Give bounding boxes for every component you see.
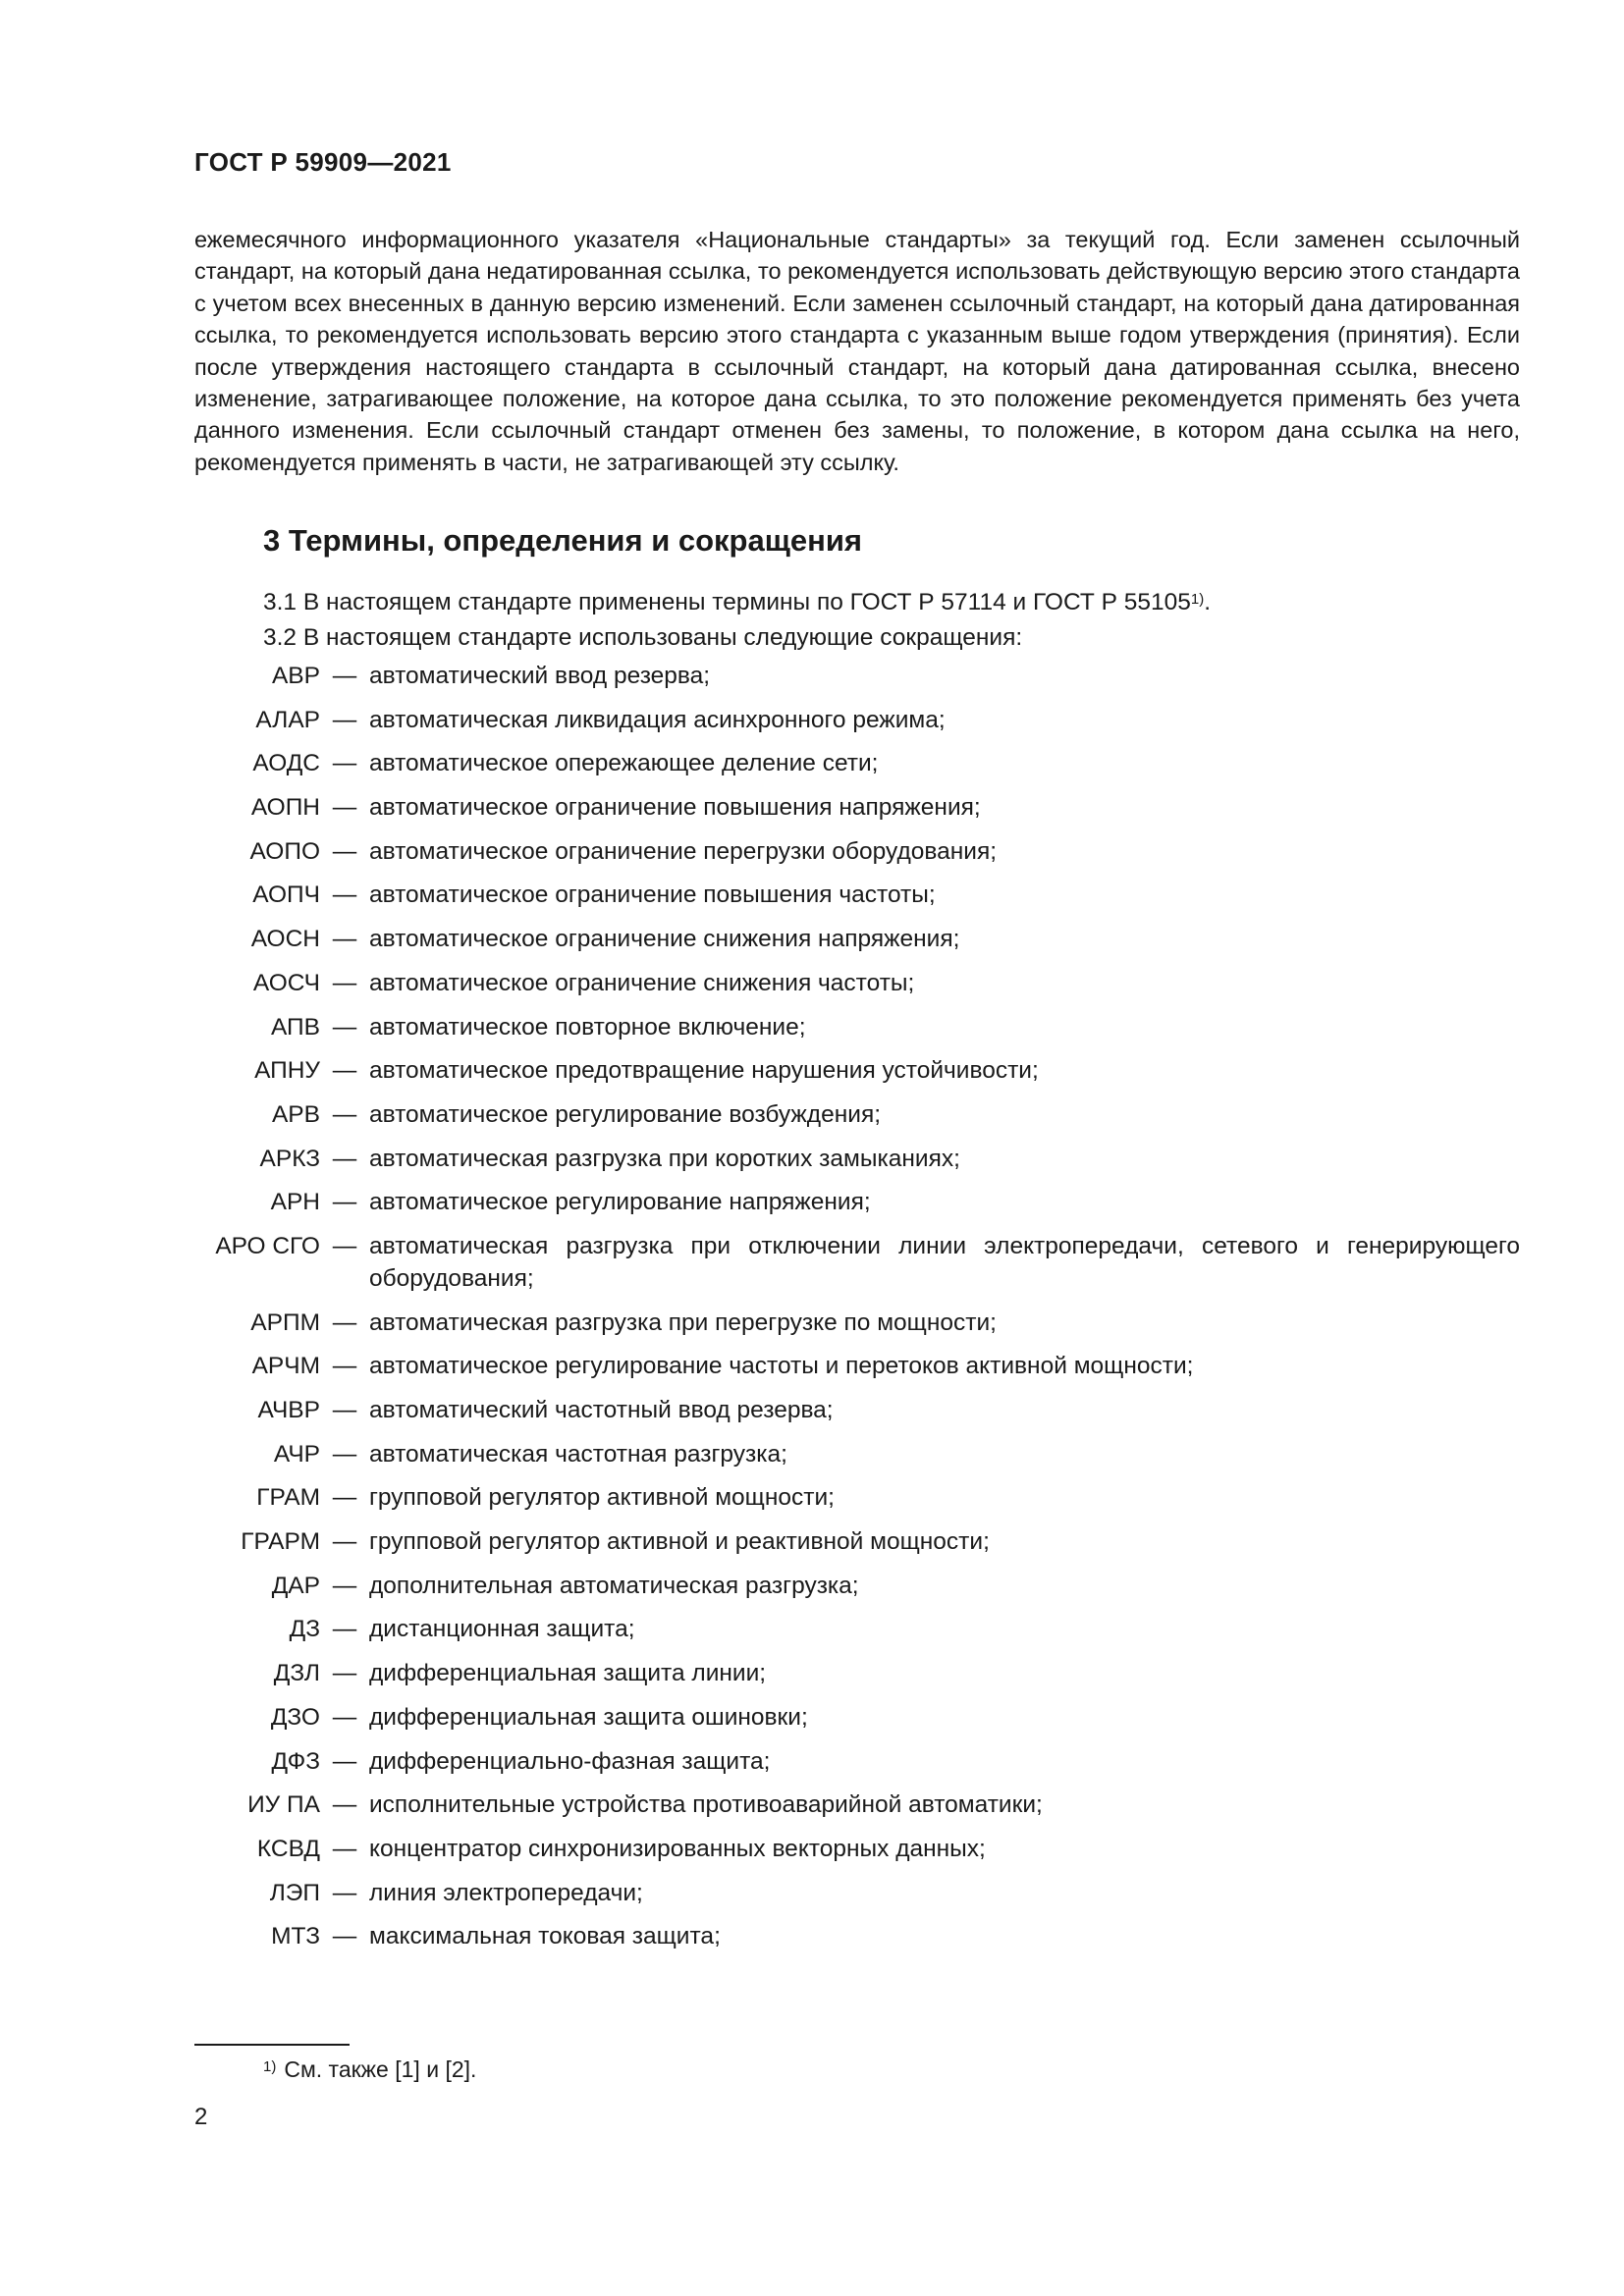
- abbreviation-item: [0, 791, 1624, 824]
- abbreviation-definition: линия электропередачи;: [369, 1879, 643, 1906]
- abbreviation-dash: —: [332, 1308, 357, 1336]
- abbreviation-term: АПНУ: [254, 1057, 320, 1085]
- abbreviation-dash: —: [332, 837, 357, 865]
- abbreviation-item: [0, 1481, 1624, 1514]
- abbreviation-item: [0, 879, 1624, 911]
- abbreviation-item: [0, 1920, 1624, 1952]
- clause-3-1-text: 3.1 В настоящем стандарте применены термины по ГОСТ Р 57114 и ГОСТ Р 55105: [263, 589, 1191, 615]
- abbreviation-definition: групповой регулятор активной мощности;: [369, 1484, 835, 1512]
- abbreviation-definition: автоматическое предотвращение нарушения устойчивости;: [369, 1057, 1039, 1085]
- abbreviation-dash: —: [332, 1232, 357, 1259]
- abbreviation-term: АОПО: [249, 837, 320, 865]
- abbreviation-item: [0, 1833, 1624, 1865]
- footnote-mark: 1): [263, 2058, 277, 2075]
- abbreviation-item: [0, 1186, 1624, 1218]
- abbreviation-item: [0, 1789, 1624, 1821]
- abbreviation-definition: максимальная токовая защита;: [369, 1923, 721, 1950]
- abbreviation-term: АРН: [270, 1189, 320, 1216]
- abbreviation-term: ДЗО: [270, 1703, 320, 1731]
- abbreviation-dash: —: [332, 794, 357, 822]
- abbreviation-dash: —: [332, 1791, 357, 1819]
- footnote-text: См. также [1] и [2].: [284, 2056, 477, 2082]
- abbreviation-item: [0, 1054, 1624, 1087]
- section-heading: 3 Термины, определения и сокращения: [263, 523, 862, 558]
- clause-3-1: [263, 585, 1520, 620]
- abbreviation-dash: —: [332, 1100, 357, 1128]
- abbreviation-definition: исполнительные устройства противоаварийной автоматики;: [369, 1791, 1043, 1819]
- abbreviation-dash: —: [332, 1923, 357, 1950]
- abbreviation-term: МТЗ: [271, 1923, 320, 1950]
- abbreviation-term: АПВ: [270, 1013, 320, 1041]
- abbreviation-definition: автоматическое ограничение повышения напряжения;: [369, 794, 981, 822]
- abbreviation-dash: —: [332, 1397, 357, 1423]
- abbreviation-term: АОСЧ: [252, 969, 320, 996]
- abbreviation-dash: —: [332, 969, 357, 996]
- abbreviation-term: ДЗЛ: [273, 1660, 320, 1687]
- abbreviation-item: [0, 1011, 1624, 1043]
- abbreviation-definition: автоматическая разгрузка при перегрузке по мощности;: [369, 1308, 997, 1336]
- abbreviation-item: [0, 1098, 1624, 1131]
- abbreviation-item: [0, 1307, 1624, 1339]
- abbreviation-term: АОСН: [250, 926, 320, 953]
- abbreviation-term: ДЗ: [289, 1616, 320, 1643]
- abbreviation-term: АЧВР: [257, 1397, 320, 1423]
- abbreviation-item: [0, 747, 1624, 779]
- abbreviation-term: АРВ: [271, 1100, 320, 1128]
- abbreviation-dash: —: [332, 1747, 357, 1775]
- abbreviation-term: ЛЭП: [269, 1879, 320, 1906]
- abbreviation-definition: автоматическое опережающее деление сети;: [369, 750, 879, 777]
- abbreviation-term: АОДС: [252, 750, 320, 777]
- abbreviation-item: [0, 1570, 1624, 1602]
- abbreviation-term: АВР: [271, 663, 320, 689]
- abbreviation-dash: —: [332, 706, 357, 733]
- abbreviation-definition: автоматическое ограничение снижения напряжения;: [369, 926, 960, 953]
- abbreviation-dash: —: [332, 1353, 357, 1380]
- abbreviation-dash: —: [332, 1189, 357, 1216]
- abbreviation-dash: —: [332, 1440, 357, 1468]
- abbreviation-term: ДАР: [271, 1572, 320, 1599]
- abbreviation-term: АРЧМ: [251, 1353, 320, 1380]
- abbreviation-item: [0, 1745, 1624, 1778]
- abbreviation-definition: автоматическое регулирование напряжения;: [369, 1189, 871, 1216]
- footnote-divider: [194, 2044, 350, 2046]
- abbreviation-item: [0, 1877, 1624, 1909]
- abbreviation-definition: автоматический ввод резерва;: [369, 663, 711, 689]
- abbreviation-item: [0, 1701, 1624, 1734]
- page-number: 2: [194, 2104, 208, 2130]
- abbreviation-definition: автоматическое ограничение перегрузки оборудования;: [369, 837, 998, 865]
- abbreviation-list: [0, 660, 1624, 1964]
- abbreviation-term: АРО СГО: [215, 1232, 320, 1259]
- clause-3-1-end: .: [1204, 589, 1212, 615]
- abbreviation-dash: —: [332, 926, 357, 953]
- abbreviation-item: [0, 1525, 1624, 1558]
- abbreviation-term: АРКЗ: [259, 1145, 320, 1172]
- abbreviation-dash: —: [332, 1616, 357, 1643]
- abbreviation-definition: дистанционная защита;: [369, 1616, 635, 1643]
- abbreviation-dash: —: [332, 881, 357, 909]
- abbreviation-dash: —: [332, 750, 357, 777]
- abbreviation-item: [0, 704, 1624, 736]
- abbreviation-dash: —: [332, 1145, 357, 1172]
- abbreviation-dash: —: [332, 1660, 357, 1687]
- abbreviation-definition: автоматическое ограничение снижения частоты;: [369, 969, 915, 996]
- abbreviation-definition: дифференциально-фазная защита;: [369, 1747, 771, 1775]
- abbreviation-term: АЧР: [273, 1440, 320, 1468]
- abbreviation-term: АОПЧ: [252, 881, 320, 909]
- section-clauses: [263, 585, 1520, 656]
- abbreviation-definition: дополнительная автоматическая разгрузка;: [369, 1572, 859, 1599]
- abbreviation-dash: —: [332, 1703, 357, 1731]
- abbreviation-dash: —: [332, 1484, 357, 1512]
- abbreviation-dash: —: [332, 1879, 357, 1906]
- document-header-id: ГОСТ Р 59909—2021: [194, 147, 452, 177]
- abbreviation-item: [0, 1230, 1624, 1295]
- abbreviation-definition: автоматическая ликвидация асинхронного режима;: [369, 706, 946, 733]
- abbreviation-item: [0, 1438, 1624, 1470]
- abbreviation-dash: —: [332, 663, 357, 689]
- abbreviation-definition: групповой регулятор активной и реактивной мощности;: [369, 1528, 990, 1556]
- abbreviation-item: [0, 967, 1624, 999]
- abbreviation-definition: дифференциальная защита линии;: [369, 1660, 767, 1687]
- abbreviation-definition: автоматическая разгрузка при коротких замыканиях;: [369, 1145, 960, 1172]
- abbreviation-dash: —: [332, 1835, 357, 1862]
- abbreviation-definition: автоматическое ограничение повышения частоты;: [369, 881, 936, 909]
- abbreviation-item: [0, 1350, 1624, 1382]
- abbreviation-item: [0, 1613, 1624, 1645]
- abbreviation-definition: автоматическое регулирование частоты и перетоков активной мощности;: [369, 1353, 1194, 1380]
- abbreviation-item: [0, 1394, 1624, 1426]
- abbreviation-dash: —: [332, 1057, 357, 1085]
- abbreviation-term: ДФЗ: [271, 1747, 320, 1775]
- abbreviation-dash: —: [332, 1013, 357, 1041]
- footnote: [263, 2054, 476, 2085]
- abbreviation-item: [0, 923, 1624, 955]
- abbreviation-definition: автоматическое повторное включение;: [369, 1013, 806, 1041]
- abbreviation-definition: концентратор синхронизированных векторных данных;: [369, 1835, 986, 1862]
- abbreviation-definition: автоматический частотный ввод резерва;: [369, 1397, 834, 1423]
- abbreviation-dash: —: [332, 1528, 357, 1556]
- intro-paragraph: ежемесячного информационного указателя «Национальные стандарты» за текущий год. Если заменен ссылочный стандарт, на который дана недатированная ссылка, то рекомендуется использовать действующую версию этого стандарта с учетом всех внесенных в данную версию изменений. Если заменен ссылочный стандарт, на который дана датированная ссылка, то рекомендуется использовать версию этого стандарта с указанным выше годом утверждения (принятия). Если после утверждения настоящего стандарта в ссылочный стандарт, на который дана датированная ссылка, внесено изменение, затрагивающее положение, на которое дана ссылка, то это положение рекомендуется применять без учета данного изменения. Если ссылочный стандарт отменен без замены, то положение, в котором дана ссылка на него, рекомендуется применять в части, не затрагивающей эту ссылку.: [194, 227, 1520, 475]
- footnote-reference-mark: 1): [1190, 591, 1205, 608]
- abbreviation-term: АОПН: [250, 794, 320, 822]
- abbreviation-item: [0, 1657, 1624, 1689]
- abbreviation-item: [0, 835, 1624, 868]
- abbreviation-dash: —: [332, 1572, 357, 1599]
- abbreviation-term: ГРАМ: [256, 1484, 320, 1512]
- abbreviation-definition: автоматическая разгрузка при отключении линии электропередачи, сетевого и генерирующего оборудования;: [369, 1232, 1520, 1292]
- abbreviation-definition: автоматическое регулирование возбуждения;: [369, 1100, 882, 1128]
- clause-3-2: 3.2 В настоящем стандарте использованы следующие сокращения:: [263, 624, 1023, 651]
- abbreviation-item: [0, 660, 1624, 692]
- abbreviation-item: [0, 1143, 1624, 1175]
- abbreviation-definition: автоматическая частотная разгрузка;: [369, 1440, 787, 1468]
- abbreviation-definition: дифференциальная защита ошиновки;: [369, 1703, 808, 1731]
- abbreviation-term: АЛАР: [255, 706, 320, 733]
- abbreviation-term: ИУ ПА: [247, 1791, 320, 1819]
- abbreviation-term: КСВД: [256, 1835, 320, 1862]
- abbreviation-term: ГРАРМ: [241, 1528, 320, 1556]
- abbreviation-term: АРПМ: [250, 1308, 320, 1336]
